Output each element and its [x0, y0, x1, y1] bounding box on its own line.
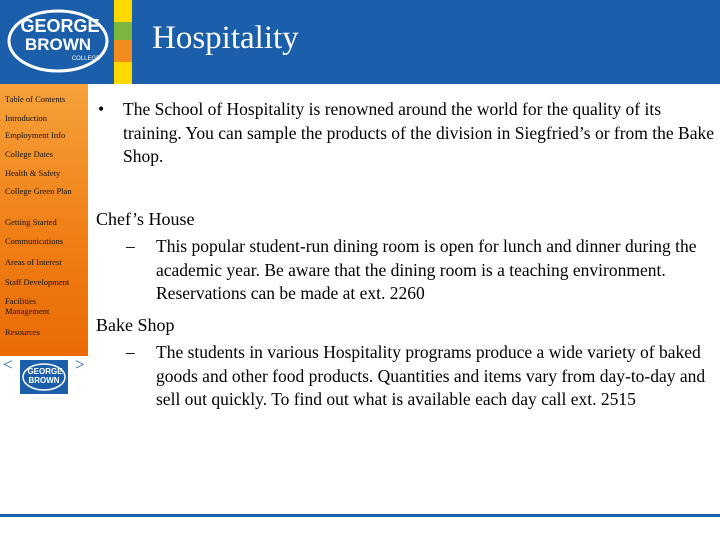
sidebar-item-college-green-plan[interactable]: College Green Plan	[5, 186, 72, 196]
stripe-orange	[114, 40, 132, 62]
george-brown-logo	[6, 8, 110, 74]
svg-text:COLLEGE: COLLEGE	[71, 56, 101, 62]
prev-slide-button[interactable]: <	[3, 355, 13, 374]
section-text-chefs-house: This popular student-run dining room is open for lunch and dinner during the academic year. Be aware that the dining room is a teaching environment. Reservations can be made at ext. 2260	[156, 236, 697, 303]
sidebar-nav	[0, 84, 88, 356]
sidebar-item-college-dates[interactable]: College Dates	[5, 149, 53, 159]
footer-divider	[0, 514, 720, 517]
stripe-yellow	[114, 0, 132, 22]
sidebar-item-communications[interactable]: Communications	[5, 236, 64, 246]
sidebar-item-employment-info[interactable]: Employment Info	[5, 130, 66, 140]
page-title: Hospitality	[152, 20, 299, 56]
dash-icon: –	[126, 342, 135, 362]
section-title-chefs-house: Chef’s House	[96, 209, 195, 229]
george-brown-mini-logo[interactable]	[20, 360, 68, 394]
bullet-icon: •	[98, 99, 105, 119]
dash-icon: –	[126, 236, 135, 256]
stripe-yellow-2	[114, 62, 132, 84]
svg-text:GEORGE: GEORGE	[27, 367, 63, 376]
sidebar-item-getting-started[interactable]: Getting Started	[5, 217, 57, 227]
svg-text:BROWN: BROWN	[28, 376, 60, 385]
sidebar-item-staff-development[interactable]: Staff Development	[5, 277, 70, 287]
stripe-green	[114, 22, 132, 40]
svg-text:GEORGE: GEORGE	[20, 16, 100, 36]
sidebar-item-resources[interactable]: Resources	[5, 327, 40, 337]
svg-text:BROWN: BROWN	[24, 35, 92, 54]
section-title-bake-shop: Bake Shop	[96, 315, 175, 335]
sidebar-item-introduction[interactable]: Introduction	[5, 113, 48, 123]
intro-text: The School of Hospitality is renowned around the world for the quality of its training. You can sample the products of the division in Siegfried’s or from the Bake Shop.	[123, 99, 715, 166]
sidebar-item-table-of-contents[interactable]: Table of Contents	[5, 94, 66, 104]
next-slide-button[interactable]: >	[75, 355, 85, 374]
sidebar-item-health-safety[interactable]: Health & Safety	[5, 168, 61, 178]
sidebar-item-facilities-management[interactable]: Facilities Management	[5, 296, 50, 316]
header-bar	[0, 0, 720, 84]
sidebar-item-areas-of-interest[interactable]: Areas of Interest	[5, 257, 62, 267]
section-text-bake-shop: The students in various Hospitality programs produce a wide variety of baked goods and other food products. Quantities and items vary from day-to-day and sell out quickly. To find out what is available each day call ext. 2515	[156, 342, 706, 409]
color-stripes	[114, 0, 132, 84]
